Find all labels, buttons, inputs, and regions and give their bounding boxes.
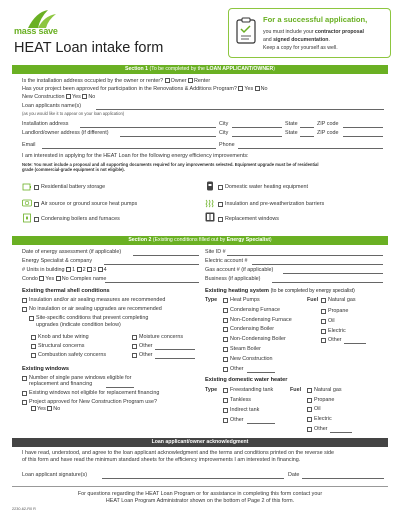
dhw-fuel-other-field[interactable] xyxy=(330,432,352,433)
dhw-fuel-propane: Propane xyxy=(314,397,335,403)
knob-tube-checkbox[interactable] xyxy=(31,335,36,340)
moisture-checkbox[interactable] xyxy=(132,335,137,340)
combustion-checkbox[interactable] xyxy=(31,353,36,358)
fuel-natural-gas-checkbox[interactable] xyxy=(321,298,326,303)
date-label: Date xyxy=(288,472,300,478)
dhw-tankless-checkbox[interactable] xyxy=(223,398,228,403)
applicants-note: (as you would like it to appear on your loan application) xyxy=(22,111,125,116)
phone-field[interactable] xyxy=(238,148,383,149)
dhw-fuel-oil-checkbox[interactable] xyxy=(307,407,312,412)
single-pane-count-field[interactable] xyxy=(106,387,134,388)
applicants-label: Loan applicants name(s) xyxy=(22,103,82,109)
thermal-not-recommended-checkbox[interactable] xyxy=(22,307,27,312)
heat-type-non-condensing-furnace: Non-Condensing Furnace xyxy=(230,317,292,323)
business-field[interactable] xyxy=(272,282,383,283)
site-specific-sub: upgrades (indicate condition below) xyxy=(36,322,121,328)
fuel-oil-checkbox[interactable] xyxy=(321,319,326,324)
thermal-not-recommended: No insulation or air sealing upgrades are recommended xyxy=(29,306,162,312)
callout-line-1: you must include your contractor proposal xyxy=(263,29,364,35)
ack-line-2: of this form and have read the minimum standard sheets for the efficiency improvements I am interested in financing. xyxy=(22,457,301,463)
page-title: HEAT Loan intake form xyxy=(14,40,164,56)
install-state-label: State xyxy=(285,121,298,127)
callout-line-2: and signed documentation. xyxy=(263,37,330,43)
dhw-fuel-other: Other xyxy=(314,426,328,432)
specialist-label: Energy Specialist & company xyxy=(22,258,93,264)
dhw-type-label: Type xyxy=(205,387,218,393)
renter-checkbox[interactable] xyxy=(188,78,193,83)
window-icon xyxy=(205,212,215,222)
dhw-tankless: Tankless xyxy=(230,397,251,403)
dhw-other: Other xyxy=(230,417,244,423)
section-2-header: Section 2 (Existing conditions filled out by Energy Specialist) xyxy=(12,236,388,245)
fuel-electric: Electric xyxy=(328,328,346,334)
improvement-windows: Replacement windows xyxy=(225,216,279,222)
complex-name-field[interactable] xyxy=(105,282,199,283)
site-specific-checkbox[interactable] xyxy=(29,316,34,321)
footer-divider xyxy=(12,486,388,487)
water-heater-icon xyxy=(205,181,215,191)
dhw-fuel-electric-checkbox[interactable] xyxy=(307,417,312,422)
dhw-fuel-oil: Oil xyxy=(314,406,321,412)
signature-label: Loan applicant signature(s) xyxy=(22,472,88,478)
install-zip-label: ZIP code xyxy=(317,121,339,127)
heat-type-steam-boiler: Steam Boiler xyxy=(230,346,261,352)
condo-label: Condo Yes No Complex name xyxy=(22,276,107,282)
other-2-checkbox[interactable] xyxy=(132,353,137,358)
new-construction-question: New Construction Yes No xyxy=(22,94,96,100)
units-2-checkbox[interactable] xyxy=(77,267,82,272)
callout-heading: For a successful application, xyxy=(263,15,368,24)
improvement-water-heating: Domestic water heating equipment xyxy=(225,184,308,190)
boiler-icon xyxy=(22,213,32,223)
landlord-city-field[interactable] xyxy=(232,136,282,137)
owner-checkbox[interactable] xyxy=(165,78,170,83)
renovation-question: Has your project been approved for participation in the Renovations & Additions Program? Yes No xyxy=(22,86,268,92)
fuel-other: Other xyxy=(328,337,342,343)
battery-icon xyxy=(22,182,32,192)
install-state-field[interactable] xyxy=(300,127,314,128)
improvement-insulation: Insulation and pre-weatherization barriers xyxy=(225,201,325,207)
install-city-label: City xyxy=(219,121,229,127)
units-label: # Units in building 1 2 3 4 xyxy=(22,267,107,273)
new-construction-no-checkbox[interactable] xyxy=(82,94,87,99)
dhw-heading: Existing domestic water heater xyxy=(205,377,288,383)
heat-pumps-checkbox[interactable] xyxy=(223,298,228,303)
new-construction-approved-checkbox[interactable] xyxy=(22,400,27,405)
applicants-field[interactable] xyxy=(96,109,384,110)
new-construction-approved: Project approved for New Construction Program use? xyxy=(29,399,157,405)
windows-checkbox[interactable] xyxy=(218,217,223,222)
win-no-checkbox[interactable] xyxy=(47,406,52,411)
fuel-oil: Oil xyxy=(328,318,335,324)
form-code: 2230-62-R0 R xyxy=(12,507,36,511)
improvement-boiler: Condensing boilers and furnaces xyxy=(41,216,120,222)
dhw-freestanding: Freestanding tank xyxy=(230,387,274,393)
electric-account-label: Electric account # xyxy=(205,258,248,264)
site-specific-text: Site-specific conditions that prevent completing xyxy=(36,315,149,321)
signature-field[interactable] xyxy=(102,478,284,479)
boiler-checkbox[interactable] xyxy=(34,217,39,222)
heating-heading: Existing heating system (to be completed by energy specialist) xyxy=(205,288,355,294)
email-label: Email xyxy=(22,142,36,148)
note-line-1: Note: You must include a proposal and all supporting documents required for any improvements selected. Equipment upgrade must be of residential xyxy=(22,162,319,167)
single-pane-sub: replacement and financing xyxy=(29,381,93,387)
landlord-zip-field[interactable] xyxy=(343,136,383,137)
thermal-heading: Existing thermal shell conditions xyxy=(22,288,110,294)
fuel-propane: Propane xyxy=(328,308,349,314)
dhw-fuel-label: Fuel xyxy=(290,387,302,393)
heating-fuel-label: Fuel xyxy=(307,297,319,303)
renovation-yes-checkbox[interactable] xyxy=(238,86,243,91)
condition-knob-tube: Knob and tube wiring xyxy=(38,334,89,340)
windows-heading: Existing windows xyxy=(22,366,69,372)
ack-header: Loan applicant/owner acknowledgment xyxy=(12,438,388,447)
success-callout xyxy=(228,8,391,58)
gas-account-field[interactable] xyxy=(283,273,383,274)
dhw-fuel-natural-gas: Natural gas xyxy=(314,387,342,393)
non-condensing-furnace-checkbox[interactable] xyxy=(223,318,228,323)
callout-line-3: Keep a copy for yourself as well. xyxy=(263,45,338,51)
condo-yes-checkbox[interactable] xyxy=(39,276,44,281)
installation-address-label: Installation address xyxy=(22,121,69,127)
heat-other-field[interactable] xyxy=(247,372,275,373)
interested-text: I am interested in applying for the HEAT Loan for the following energy efficiency improvements: xyxy=(22,153,249,159)
landlord-state-field[interactable] xyxy=(300,136,314,137)
site-id-label: Site ID # xyxy=(205,249,226,255)
dhw-fuel-natural-gas-checkbox[interactable] xyxy=(307,388,312,393)
heat-type-condensing-furnace: Condensing Furnace xyxy=(230,307,281,313)
owner-renter-question: Is the installation address occupied by the owner or renter? Owner Renter xyxy=(22,78,211,84)
fuel-electric-checkbox[interactable] xyxy=(321,329,326,334)
other-1-field[interactable] xyxy=(155,349,195,350)
dhw-other-checkbox[interactable] xyxy=(223,418,228,423)
dhw-fuel-electric: Electric xyxy=(314,416,332,422)
assessment-date-label: Date of energy assessment (if applicable) xyxy=(22,249,122,255)
electric-account-field[interactable] xyxy=(252,264,383,265)
renovation-no-checkbox[interactable] xyxy=(255,86,260,91)
section-1-header: Section 1 (To be completed by the LOAN APPLICANT/OWNER) xyxy=(12,65,388,74)
fuel-other-field[interactable] xyxy=(344,343,366,344)
note-line-2: grade (commercial-grade equipment is not eligible). xyxy=(22,167,125,172)
landlord-city-label: City xyxy=(219,130,229,136)
condition-other-1: Other xyxy=(139,343,153,349)
heat-pump-icon xyxy=(22,198,32,208)
landlord-zip-label: ZIP code xyxy=(317,130,339,136)
improvement-battery: Residential battery storage xyxy=(41,184,106,190)
heat-new-construction-checkbox[interactable] xyxy=(223,357,228,362)
footer-line-2: HEAT Loan Program Administrator shown on the bottom of Page 2 of this form. xyxy=(105,498,295,504)
single-pane-text: Number of single pane windows eligible for xyxy=(29,375,132,381)
dhw-freestanding-checkbox[interactable] xyxy=(223,388,228,393)
heat-type-non-condensing-boiler: Non-Condensing Boiler xyxy=(230,336,286,342)
ack-line-1: I have read, understood, and agree to the loan applicant acknowledgment and the terms and conditions printed on the reverse side xyxy=(22,450,334,456)
other-1-checkbox[interactable] xyxy=(132,344,137,349)
other-2-field[interactable] xyxy=(155,358,195,359)
footer-line-1: For questions regarding the HEAT Loan Program or for assistance in completing this form contact your xyxy=(77,491,323,497)
dhw-other-field[interactable] xyxy=(247,423,275,424)
condensing-furnace-checkbox[interactable] xyxy=(223,308,228,313)
thermal-recommended: Insulation and/or air sealing measures are recommended xyxy=(29,297,166,303)
condition-moisture: Moisture concerns xyxy=(139,334,184,340)
units-3-checkbox[interactable] xyxy=(87,267,92,272)
heat-type-other: Other xyxy=(230,366,244,372)
units-1-checkbox[interactable] xyxy=(66,267,71,272)
assessment-date-field[interactable] xyxy=(133,255,199,256)
steam-boiler-checkbox[interactable] xyxy=(223,347,228,352)
single-pane-checkbox[interactable] xyxy=(22,376,27,381)
windows-not-eligible: Existing windows not eligible for replacement financing xyxy=(29,390,160,396)
water-heating-checkbox[interactable] xyxy=(218,185,223,190)
new-construction-yes-checkbox[interactable] xyxy=(66,94,71,99)
structural-checkbox[interactable] xyxy=(31,344,36,349)
specialist-field[interactable] xyxy=(104,264,199,265)
gas-account-label: Gas account # (if applicable) xyxy=(205,267,274,273)
logo-text: mass save xyxy=(14,26,58,36)
installation-address-field[interactable] xyxy=(80,127,216,128)
fuel-propane-checkbox[interactable] xyxy=(321,309,326,314)
non-condensing-boiler-checkbox[interactable] xyxy=(223,337,228,342)
dhw-fuel-other-checkbox[interactable] xyxy=(307,427,312,432)
insulation-icon xyxy=(205,198,215,208)
install-city-field[interactable] xyxy=(232,127,282,128)
heat-type-new-construction: New Construction xyxy=(230,356,273,362)
landlord-state-label: State xyxy=(285,130,298,136)
heating-type-label: Type xyxy=(205,297,218,303)
condo-no-checkbox[interactable] xyxy=(56,276,61,281)
site-id-field[interactable] xyxy=(227,255,383,256)
heat-type-condensing-boiler: Condensing Boiler xyxy=(230,326,275,332)
heat-pump-checkbox[interactable] xyxy=(34,202,39,207)
condition-other-2: Other xyxy=(139,352,153,358)
win-yes-no: Yes No xyxy=(31,406,60,413)
heat-other-checkbox[interactable] xyxy=(223,367,228,372)
improvement-heat-pump: Air source or ground source heat pumps xyxy=(41,201,138,207)
fuel-natural-gas: Natural gas xyxy=(328,297,356,303)
dhw-indirect-checkbox[interactable] xyxy=(223,408,228,413)
fuel-other-checkbox[interactable] xyxy=(321,338,326,343)
condensing-boiler-checkbox[interactable] xyxy=(223,327,228,332)
landlord-address-label: Landlord/owner address (if different) xyxy=(22,130,109,136)
phone-label: Phone xyxy=(219,142,235,148)
thermal-recommended-checkbox[interactable] xyxy=(22,298,27,303)
landlord-address-field[interactable] xyxy=(120,136,216,137)
install-zip-field[interactable] xyxy=(343,127,383,128)
condition-structural: Structural concerns xyxy=(38,343,85,349)
insulation-checkbox[interactable] xyxy=(218,202,223,207)
dhw-indirect: Indirect tank xyxy=(230,407,260,413)
business-label: Business (if applicable) xyxy=(205,276,261,282)
condition-combustion: Combustion safety concerns xyxy=(38,352,107,358)
heat-type-heat-pumps: Heat Pumps xyxy=(230,297,260,303)
clipboard-check-icon xyxy=(235,17,257,45)
dhw-fuel-propane-checkbox[interactable] xyxy=(307,398,312,403)
email-field[interactable] xyxy=(42,148,216,149)
units-4-checkbox[interactable] xyxy=(98,267,103,272)
date-field[interactable] xyxy=(302,478,384,479)
win-yes-checkbox[interactable] xyxy=(31,406,36,411)
battery-checkbox[interactable] xyxy=(34,185,39,190)
windows-not-eligible-checkbox[interactable] xyxy=(22,391,27,396)
